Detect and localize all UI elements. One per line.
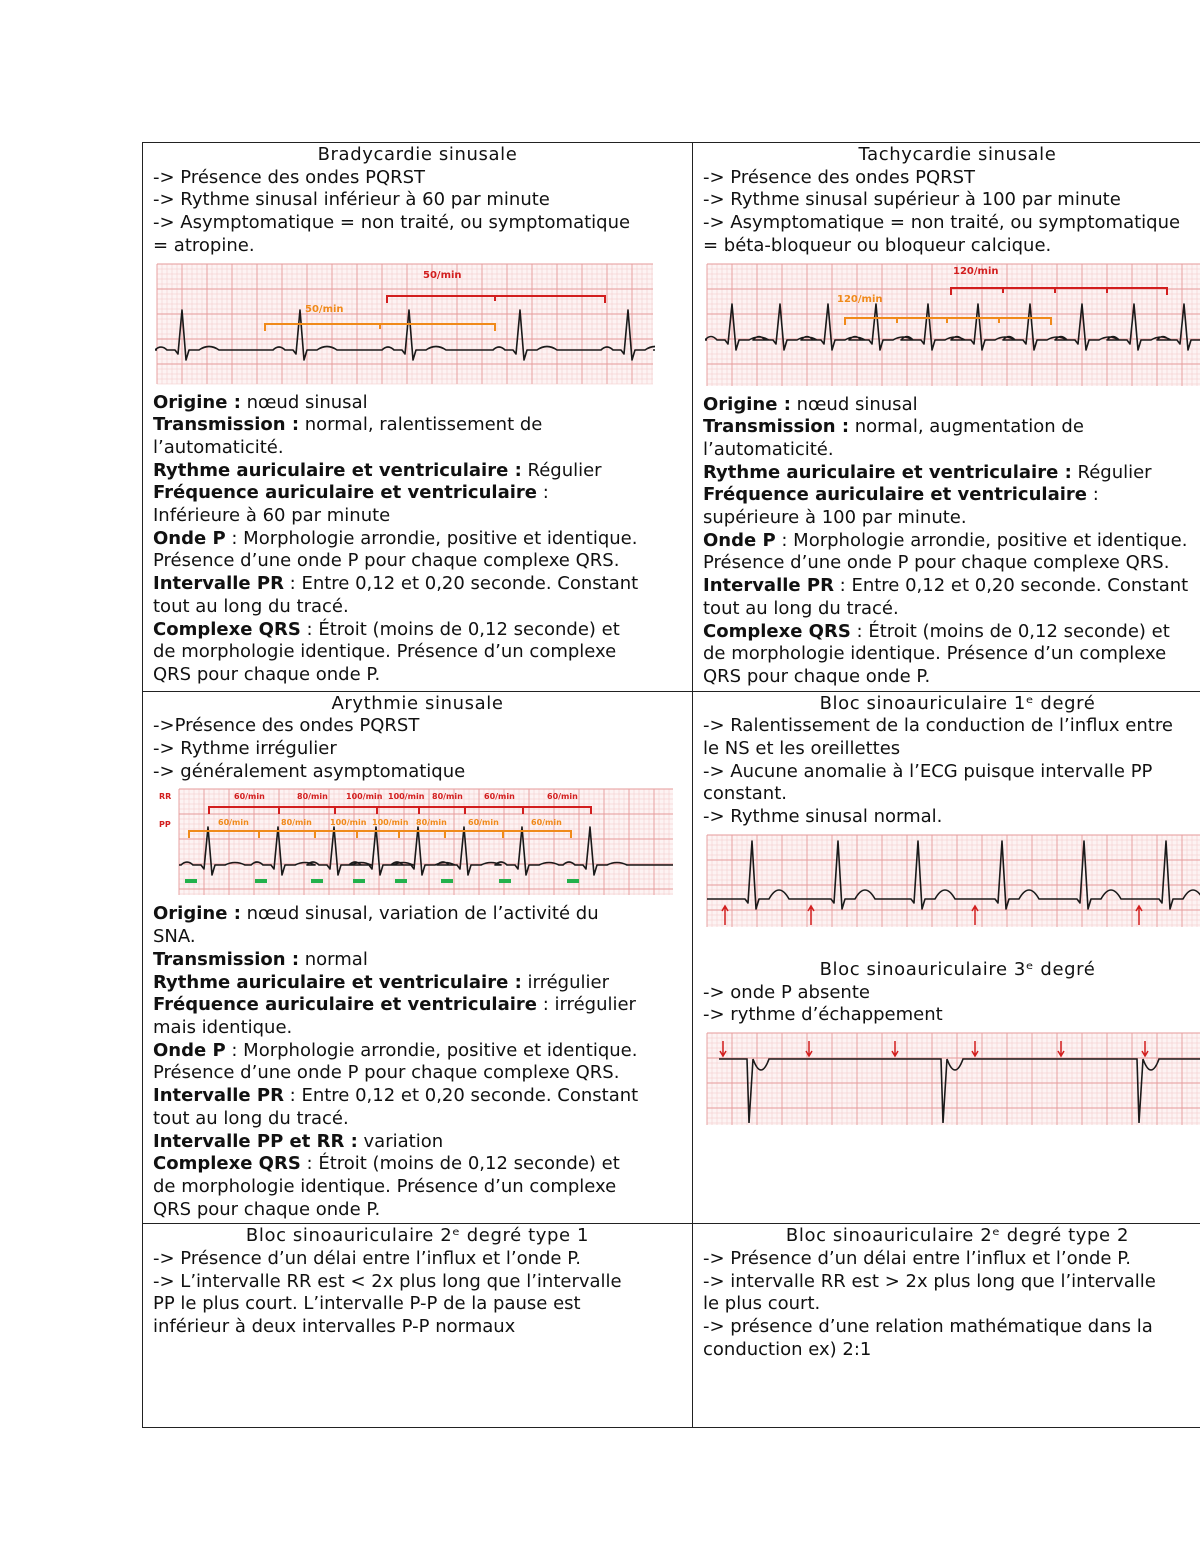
detail-value: : Entre 0,12 et 0,20 seconde. Constant [283, 1085, 639, 1107]
rate-label: 100/min [330, 818, 367, 828]
rate-label: 120/min [953, 265, 999, 277]
detail-value: nœud sinusal [790, 393, 918, 415]
rate-label: 50/min [423, 269, 462, 281]
p-wave-marker [311, 879, 323, 883]
rate-label: 80/min [416, 818, 447, 828]
cell-bloc-2-type-1 [143, 1224, 693, 1428]
cell-title: Bloc sinoauriculaire 2ᵉ degré type 2 [785, 1225, 1130, 1247]
rate-label: 80/min [297, 792, 328, 802]
bullet-line: -> Rythme irrégulier [153, 738, 337, 760]
detail-line [153, 1085, 682, 1108]
detail-line [153, 1153, 682, 1176]
detail-key: Onde P [703, 529, 776, 551]
ecg-summary-table [142, 142, 1200, 1428]
detail-line [153, 1017, 682, 1040]
cell-title: Bloc sinoauriculaire 2ᵉ degré type 1 [245, 1225, 590, 1247]
detail-value: de morphologie identique. Présence d’un complexe [153, 1175, 617, 1197]
detail-value: : Étroit (moins de 0,12 seconde) et [300, 618, 620, 640]
bullet-line: le plus court. [703, 1293, 821, 1315]
p-wave-marker [255, 879, 267, 883]
cell-bloc-2-type-2 [693, 1224, 1200, 1428]
detail-line [153, 482, 682, 505]
detail-line [153, 1131, 682, 1154]
detail-key: Onde P [153, 1039, 226, 1061]
p-wave-marker [185, 879, 197, 883]
detail-value: l’automaticité. [153, 436, 284, 458]
rate-label: 80/min [432, 792, 463, 802]
rate-label: 60/min [531, 818, 562, 828]
rate-label: 100/min [372, 818, 409, 828]
detail-key: Complexe QRS [153, 1153, 301, 1175]
detail-value: tout au long du tracé. [153, 1107, 349, 1129]
ecg-paper [707, 1033, 1200, 1125]
detail-value: : Morphologie arrondie, positive et identique. [775, 529, 1188, 551]
ecg-paper [707, 835, 1200, 927]
bullet-line: -> Aucune anomalie à l’ECG puisque intervalle PP [703, 760, 1153, 782]
p-wave-marker [441, 879, 453, 883]
bullet-line: inférieur à deux intervalles P-P normaux [153, 1316, 516, 1338]
detail-list [703, 394, 1200, 689]
detail-key: Origine : [703, 393, 791, 415]
detail-value: Inférieure à 60 par minute [153, 505, 391, 527]
rate-label: 60/min [234, 792, 265, 802]
detail-value: SNA. [153, 926, 196, 948]
p-wave-marker [395, 879, 407, 883]
cell-title: Bloc sinoauriculaire 3ᵉ degré [819, 958, 1096, 980]
rate-label: RR [159, 792, 172, 802]
detail-value: QRS pour chaque onde P. [153, 663, 381, 685]
detail-value: : Entre 0,12 et 0,20 seconde. Constant [283, 573, 639, 595]
detail-value: l’automaticité. [703, 438, 834, 460]
detail-key: Rythme auriculaire et ventriculaire : [153, 459, 522, 481]
detail-line [153, 641, 682, 664]
detail-line [703, 439, 1200, 462]
rate-label: 60/min [468, 818, 499, 828]
rate-label: PP [159, 820, 171, 830]
detail-key: Complexe QRS [703, 620, 851, 642]
bullet-line: -> Ralentissement de la conduction de l’influx entre [703, 715, 1173, 737]
detail-line [153, 505, 682, 528]
ecg-strip-bloc-3 [705, 1031, 1200, 1127]
cell-tachycardie [693, 143, 1200, 692]
detail-line [703, 621, 1200, 644]
detail-line [153, 1199, 682, 1222]
detail-key: Transmission : [703, 416, 850, 438]
detail-value: nœud sinusal, variation de l’activité du [240, 903, 599, 925]
rate-label: 100/min [388, 792, 425, 802]
detail-key: Fréquence auriculaire et ventriculaire [153, 994, 537, 1016]
detail-key: Intervalle PP et RR : [153, 1130, 358, 1152]
rate-label: 60/min [218, 818, 249, 828]
detail-value: Présence d’une onde P pour chaque complexe QRS. [153, 550, 620, 572]
detail-line [153, 926, 682, 949]
bullet-line: -> Rythme sinusal supérieur à 100 par minute [703, 189, 1121, 211]
detail-line [153, 550, 682, 573]
bullet-line: -> Présence d’un délai entre l’influx et l’onde P. [153, 1248, 581, 1270]
detail-line [153, 619, 682, 642]
detail-value: : Morphologie arrondie, positive et identique. [225, 527, 638, 549]
detail-line [703, 643, 1200, 666]
cell-blocs [693, 691, 1200, 1224]
detail-value: : Étroit (moins de 0,12 seconde) et [850, 620, 1170, 642]
detail-line [153, 528, 682, 551]
detail-value: QRS pour chaque onde P. [153, 1198, 381, 1220]
detail-value: mais identique. [153, 1016, 293, 1038]
detail-value: variation [357, 1130, 444, 1152]
detail-line [153, 596, 682, 619]
detail-value: normal, ralentissement de [299, 414, 543, 436]
rate-label: 60/min [547, 792, 578, 802]
detail-value: irrégulier [521, 971, 609, 993]
detail-line [703, 507, 1200, 530]
detail-line [153, 994, 682, 1017]
detail-line [153, 437, 682, 460]
detail-line [153, 903, 682, 926]
detail-line [703, 666, 1200, 689]
bullet-line: -> onde P absente [703, 981, 870, 1003]
cell-title: Tachycardie sinusale [858, 144, 1057, 165]
detail-value: normal, augmentation de [849, 416, 1084, 438]
ecg-strip-arythmie [155, 787, 675, 897]
detail-line [703, 484, 1200, 507]
detail-key: Onde P [153, 527, 226, 549]
detail-line [153, 949, 682, 972]
bullet-line: -> Rythme sinusal normal. [703, 806, 943, 828]
bullet-line: -> Présence des ondes PQRST [153, 166, 426, 188]
bullet-line: -> Présence des ondes PQRST [703, 166, 976, 188]
detail-value: : Étroit (moins de 0,12 seconde) et [300, 1153, 620, 1175]
detail-key: Intervalle PR [153, 573, 284, 595]
detail-value: : [1086, 484, 1099, 506]
detail-line [153, 1040, 682, 1063]
detail-value: : irrégulier [536, 994, 636, 1016]
detail-key: Origine : [153, 903, 241, 925]
bullet-line: PP le plus court. L’intervalle P-P de la pause est [153, 1293, 581, 1315]
detail-value: normal [299, 948, 368, 970]
detail-key: Rythme auriculaire et ventriculaire : [153, 971, 522, 993]
detail-line [153, 1108, 682, 1131]
detail-line [153, 972, 682, 995]
detail-value: : Morphologie arrondie, positive et identique. [225, 1039, 638, 1061]
detail-value: Régulier [521, 459, 602, 481]
detail-key: Transmission : [153, 948, 300, 970]
detail-key: Fréquence auriculaire et ventriculaire [703, 484, 1087, 506]
bullet-line: -> Présence d’un délai entre l’influx et l’onde P. [703, 1248, 1131, 1270]
detail-key: Intervalle PR [703, 575, 834, 597]
rate-label: 50/min [305, 303, 344, 315]
detail-value: : Entre 0,12 et 0,20 seconde. Constant [833, 575, 1189, 597]
detail-value: tout au long du tracé. [153, 595, 349, 617]
detail-line [703, 530, 1200, 553]
bullet-line: constant. [703, 783, 787, 805]
detail-value: Présence d’une onde P pour chaque complexe QRS. [703, 552, 1170, 574]
bullet-line: -> généralement asymptomatique [153, 760, 466, 782]
cell-bradycardie [143, 143, 693, 692]
ecg-strip-bradycardie [155, 262, 655, 386]
bullet-line: -> intervalle RR est > 2x plus long que l’intervalle [703, 1270, 1156, 1292]
p-wave-marker [567, 879, 579, 883]
detail-line [703, 462, 1200, 485]
detail-line [153, 392, 682, 415]
rate-label: 120/min [837, 293, 883, 305]
detail-value: de morphologie identique. Présence d’un complexe [153, 641, 617, 663]
detail-value: QRS pour chaque onde P. [703, 665, 931, 687]
detail-list [153, 903, 682, 1221]
detail-line [703, 575, 1200, 598]
rate-label: 80/min [281, 818, 312, 828]
detail-line [703, 394, 1200, 417]
ecg-strip-bloc-1 [705, 833, 1200, 929]
ecg-strip-tachycardie [705, 262, 1200, 388]
detail-line [153, 414, 682, 437]
detail-line [153, 573, 682, 596]
cell-arythmie [143, 691, 693, 1224]
detail-value: nœud sinusal [240, 391, 368, 413]
detail-line [153, 1062, 682, 1085]
bullet-line: -> présence d’une relation mathématique dans la [703, 1316, 1153, 1338]
detail-line [153, 460, 682, 483]
bullet-line: -> Asymptomatique = non traité, ou symptomatique [703, 212, 1181, 234]
bullet-line: -> rythme d’échappement [703, 1004, 943, 1026]
p-wave-marker [353, 879, 365, 883]
rate-label: 100/min [346, 792, 383, 802]
detail-value: : [536, 482, 549, 504]
detail-line [153, 664, 682, 687]
detail-key: Rythme auriculaire et ventriculaire : [703, 461, 1072, 483]
bullet-line: -> L’intervalle RR est < 2x plus long que l’intervalle [153, 1270, 622, 1292]
cell-title: Bradycardie sinusale [317, 144, 518, 165]
detail-value: tout au long du tracé. [703, 597, 899, 619]
cell-title: Arythmie sinusale [331, 692, 504, 714]
bullet-line: = atropine. [153, 234, 255, 256]
bullet-line: -> Rythme sinusal inférieur à 60 par minute [153, 189, 550, 211]
detail-line [153, 1176, 682, 1199]
rate-label: 60/min [484, 792, 515, 802]
detail-key: Complexe QRS [153, 618, 301, 640]
detail-list [153, 392, 682, 687]
cell-title: Bloc sinoauriculaire 1ᵉ degré [819, 692, 1096, 714]
bullet-line: -> Asymptomatique = non traité, ou symptomatique [153, 212, 631, 234]
detail-value: Présence d’une onde P pour chaque complexe QRS. [153, 1062, 620, 1084]
detail-key: Transmission : [153, 414, 300, 436]
detail-value: de morphologie identique. Présence d’un complexe [703, 643, 1167, 665]
detail-value: supérieure à 100 par minute. [703, 507, 967, 529]
p-wave-marker [499, 879, 511, 883]
detail-key: Origine : [153, 391, 241, 413]
bullet-line: le NS et les oreillettes [703, 738, 901, 760]
detail-key: Intervalle PR [153, 1085, 284, 1107]
ecg-paper [707, 264, 1200, 386]
detail-key: Fréquence auriculaire et ventriculaire [153, 482, 537, 504]
bullet-line: conduction ex) 2:1 [703, 1338, 872, 1360]
detail-value: Régulier [1071, 461, 1152, 483]
bullet-line: ->Présence des ondes PQRST [153, 715, 420, 737]
detail-line [703, 416, 1200, 439]
bullet-line: = béta-bloqueur ou bloqueur calcique. [703, 234, 1052, 256]
detail-line [703, 598, 1200, 621]
detail-line [703, 552, 1200, 575]
spacer [703, 935, 1200, 959]
